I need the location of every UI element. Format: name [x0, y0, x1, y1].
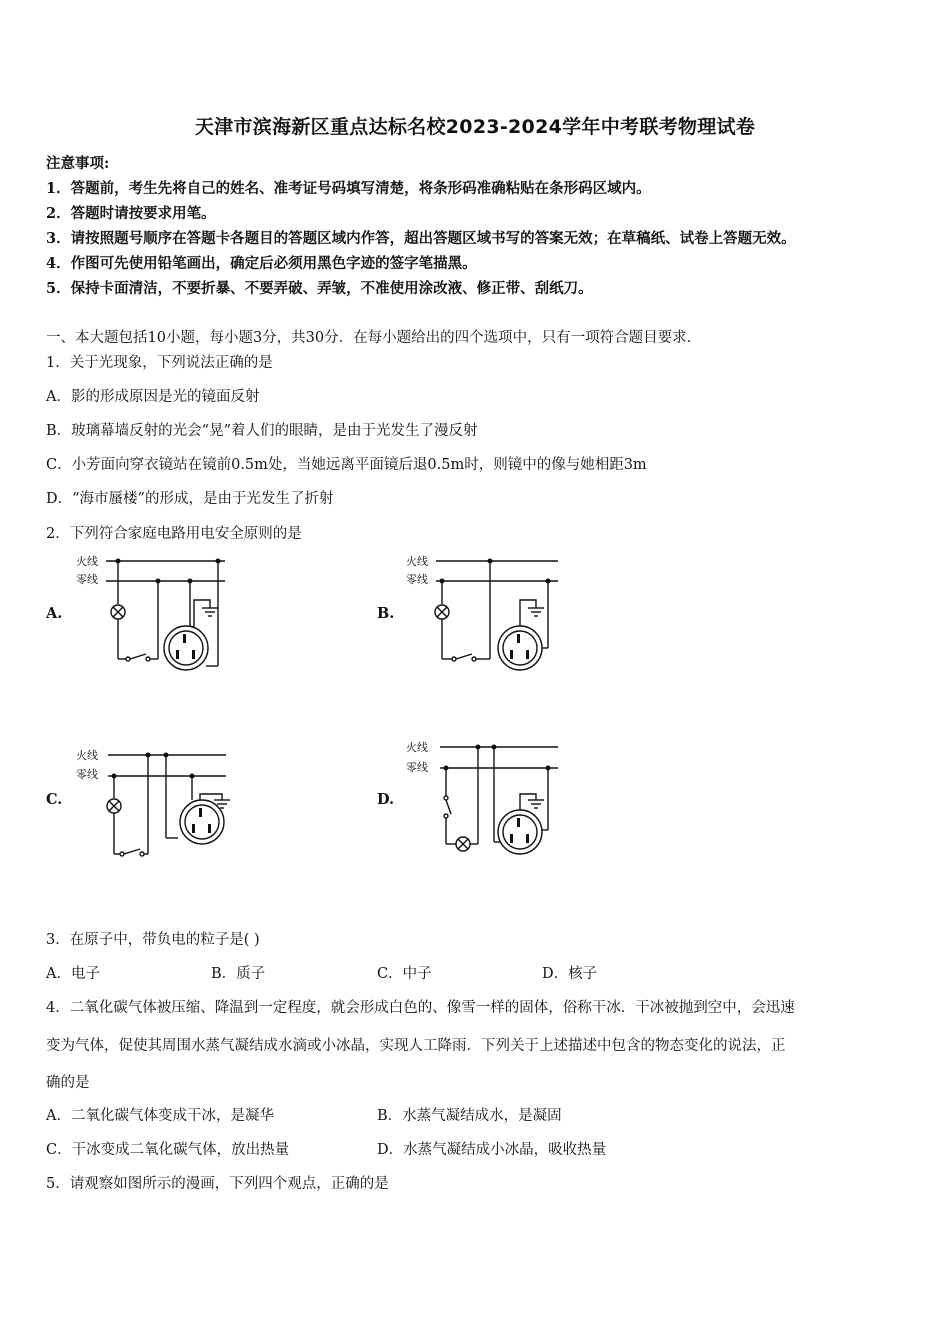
- q4-stem-line: 4．二氧化碳气体被压缩、降温到一定程度，就会形成白色的、像雪一样的固体，俗称干冰．干冰被抛到空中，会迅速: [46, 1000, 795, 1016]
- q4-option-c: C．干冰变成二氧化碳气体，放出热量: [46, 1142, 290, 1158]
- q3-stem: 3．在原子中，带负电的粒子是( ): [46, 932, 260, 948]
- q4-stem-line: 确的是: [46, 1075, 90, 1091]
- notice-item: 1．答题前，考生先将自己的姓名、准考证号码填写清楚，将条形码准确粘贴在条形码区域内。: [46, 180, 651, 197]
- q2-circuit-d: [402, 734, 572, 864]
- section-heading: 一、本大题包括10小题，每小题3分，共30分．在每小题给出的四个选项中，只有一项符合题目要求．: [46, 330, 702, 346]
- q5-stem: 5．请观察如图所示的漫画，下列四个观点，正确的是: [46, 1176, 389, 1192]
- notice-item: 4．作图可先使用铅笔画出，确定后必须用黑色字迹的签字笔描黑。: [46, 255, 477, 272]
- q1-option-a: A．影的形成原因是光的镜面反射: [46, 389, 260, 405]
- neutral-label: 零线: [406, 573, 428, 586]
- neutral-label: 零线: [76, 768, 98, 781]
- q2-label-c: C.: [46, 791, 63, 808]
- live-label: 火线: [76, 555, 98, 568]
- q2-circuit-c: [70, 742, 245, 872]
- q1-option-c: C．小芳面向穿衣镜站在镜前0.5m处，当她远离平面镜后退0.5m时，则镜中的像与她相距3m: [46, 457, 647, 473]
- q2-label-d: D.: [377, 791, 395, 808]
- live-label: 火线: [406, 555, 428, 568]
- q3-option-c: C．中子: [377, 966, 432, 982]
- q2-label-b: B.: [377, 605, 395, 622]
- notice-item: 5．保持卡面清洁，不要折暴、不要弄破、弄皱，不准使用涂改液、修正带、刮纸刀。: [46, 280, 593, 297]
- q2-stem: 2．下列符合家庭电路用电安全原则的是: [46, 526, 302, 542]
- q3-option-a: A．电子: [46, 966, 100, 982]
- q2-label-a: A.: [46, 605, 63, 622]
- live-label: 火线: [76, 749, 98, 762]
- neutral-label: 零线: [76, 573, 98, 586]
- q4-option-a: A．二氧化碳气体变成干冰，是凝华: [46, 1108, 274, 1124]
- q1-stem: 1．关于光现象，下列说法正确的是: [46, 355, 273, 371]
- notice-item: 2．答题时请按要求用笔。: [46, 205, 216, 222]
- q1-option-d: D．“海市蜃楼”的形成，是由于光发生了折射: [46, 491, 334, 507]
- q4-option-b: B．水蒸气凝结成水，是凝固: [377, 1108, 562, 1124]
- q3-option-d: D．核子: [542, 966, 598, 982]
- notice-heading: 注意事项:: [46, 155, 110, 172]
- q4-option-d: D．水蒸气凝结成小冰晶，吸收热量: [377, 1142, 607, 1158]
- page-title: 天津市滨海新区重点达标名校2023-2024学年中考联考物理试卷: [194, 116, 756, 138]
- live-label: 火线: [406, 741, 428, 754]
- q2-circuit-a: [70, 548, 240, 678]
- q4-stem-line: 变为气体，促使其周围水蒸气凝结成水滴或小冰晶，实现人工降雨．下列关于上述描述中包含的物态变化的说法，正: [46, 1038, 786, 1054]
- q1-option-b: B．玻璃幕墙反射的光会“晃”着人们的眼睛，是由于光发生了漫反射: [46, 423, 478, 439]
- neutral-label: 零线: [406, 761, 428, 774]
- q2-circuit-b: [402, 548, 572, 678]
- notice-item: 3．请按照题号顺序在答题卡各题目的答题区域内作答，超出答题区域书写的答案无效；在草稿纸、试卷上答题无效。: [46, 230, 796, 247]
- q3-option-b: B．质子: [211, 966, 266, 982]
